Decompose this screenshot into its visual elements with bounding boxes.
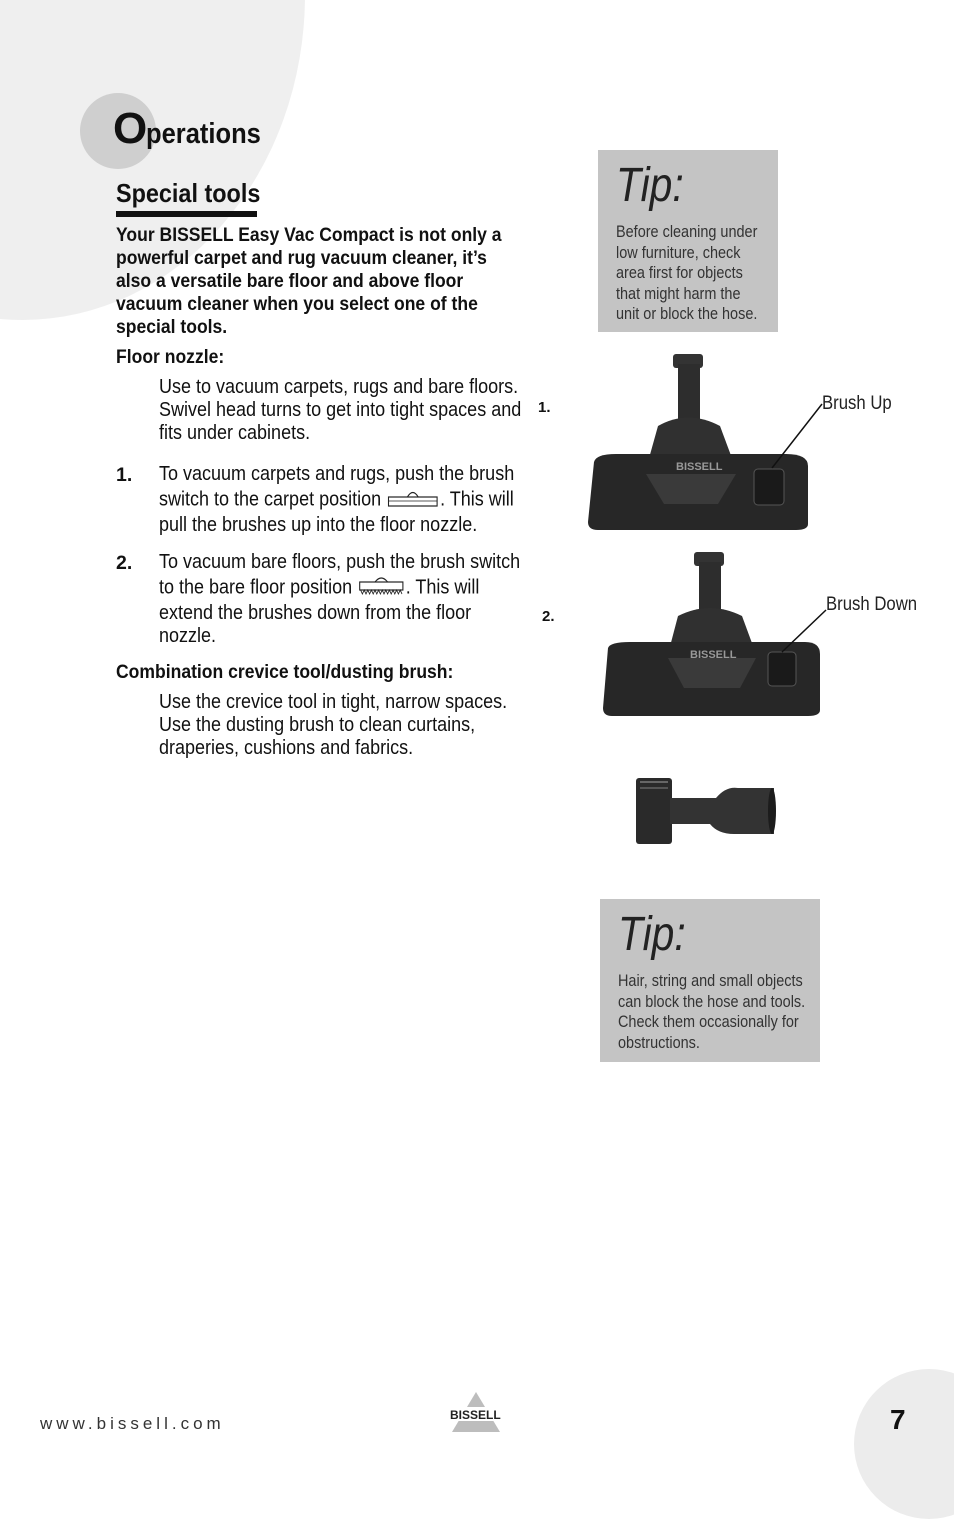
- nozzle-1-logo: BISSELL: [676, 461, 723, 473]
- tip-2-line: Check them occasionally for: [618, 1012, 799, 1031]
- section-underline: [116, 211, 257, 217]
- tip-2-line: Hair, string and small objects: [618, 971, 803, 990]
- tip-1-line: unit or block the hose.: [616, 304, 758, 323]
- tip-box-2: [600, 899, 820, 1062]
- brush-up-callout: Brush Up: [822, 393, 892, 414]
- page-title: [113, 104, 277, 154]
- tip-2-line: obstructions.: [618, 1032, 700, 1052]
- floor-nozzle-description: Use to vacuum carpets, rugs and bare floors. Swivel head turns to get into tight spaces and fits under cabinets.: [159, 376, 522, 444]
- section-title: Special tools: [116, 178, 261, 208]
- step-1-text-before: To vacuum carpets and rugs, push the brush switch to the carpet position: [159, 463, 515, 511]
- step-1-text: [159, 463, 528, 537]
- tip-2-line: can block the hose and tools.: [618, 991, 806, 1011]
- carpet-position-icon: [388, 486, 438, 514]
- tip-1-line: low furniture, check: [616, 242, 741, 262]
- footer-url: www.bissell.com: [40, 1414, 225, 1433]
- step-1-text-after: . This will pull the brushes up into the floor nozzle.: [159, 488, 514, 536]
- step-2-number: 2.: [116, 552, 133, 574]
- bissell-logo: [446, 1390, 510, 1434]
- crevice-heading: Combination crevice tool/dusting brush:: [116, 661, 454, 683]
- floor-nozzle-brush-down-image: [600, 552, 830, 720]
- tip-1-line: Before cleaning under: [616, 222, 758, 241]
- figure-2-number: 2.: [542, 608, 555, 625]
- step-2-text-before: To vacuum bare floors, push the brush switch to the bare floor position: [159, 551, 521, 599]
- intro-paragraph: Your BISSELL Easy Vac Compact is not only a powerful carpet and rug vacuum cleaner, it’s also a versatile bare floor and above floor vacuum cleaner when you select one of the special tools.: [116, 224, 502, 338]
- tip-box-1: [598, 150, 778, 332]
- crevice-description: Use the crevice tool in tight, narrow spaces. Use the dusting brush to clean curtains, draperies, cushions and fabrics.: [159, 691, 508, 759]
- title-rest: perations: [146, 118, 262, 150]
- tip-1-line: area first for objects: [616, 263, 743, 282]
- tip-2-text: [618, 971, 805, 1053]
- tip-1-line: that might harm the: [616, 283, 741, 303]
- step-2-text: [159, 551, 528, 648]
- brush-down-callout: Brush Down: [826, 594, 918, 615]
- tip-1-text: [616, 222, 757, 325]
- step-2-text-after: . This will extend the brushes down from the floor nozzle.: [159, 576, 480, 647]
- page-number-circle: [854, 1369, 954, 1519]
- bissell-logo-text: BISSELL: [450, 1408, 501, 1422]
- figure-1-number: 1.: [538, 399, 551, 416]
- tip-2-title: Tip:: [618, 908, 686, 961]
- title-initial: O: [113, 104, 147, 153]
- crevice-tool-image: [634, 772, 779, 848]
- page-number: 7: [890, 1404, 906, 1435]
- bare-floor-position-icon: [359, 574, 404, 602]
- step-1-number: 1.: [116, 464, 133, 486]
- floor-nozzle-brush-up-image: [586, 354, 826, 534]
- tip-1-title: Tip:: [616, 159, 684, 212]
- floor-nozzle-heading: Floor nozzle:: [116, 346, 225, 368]
- nozzle-2-logo: BISSELL: [690, 649, 737, 661]
